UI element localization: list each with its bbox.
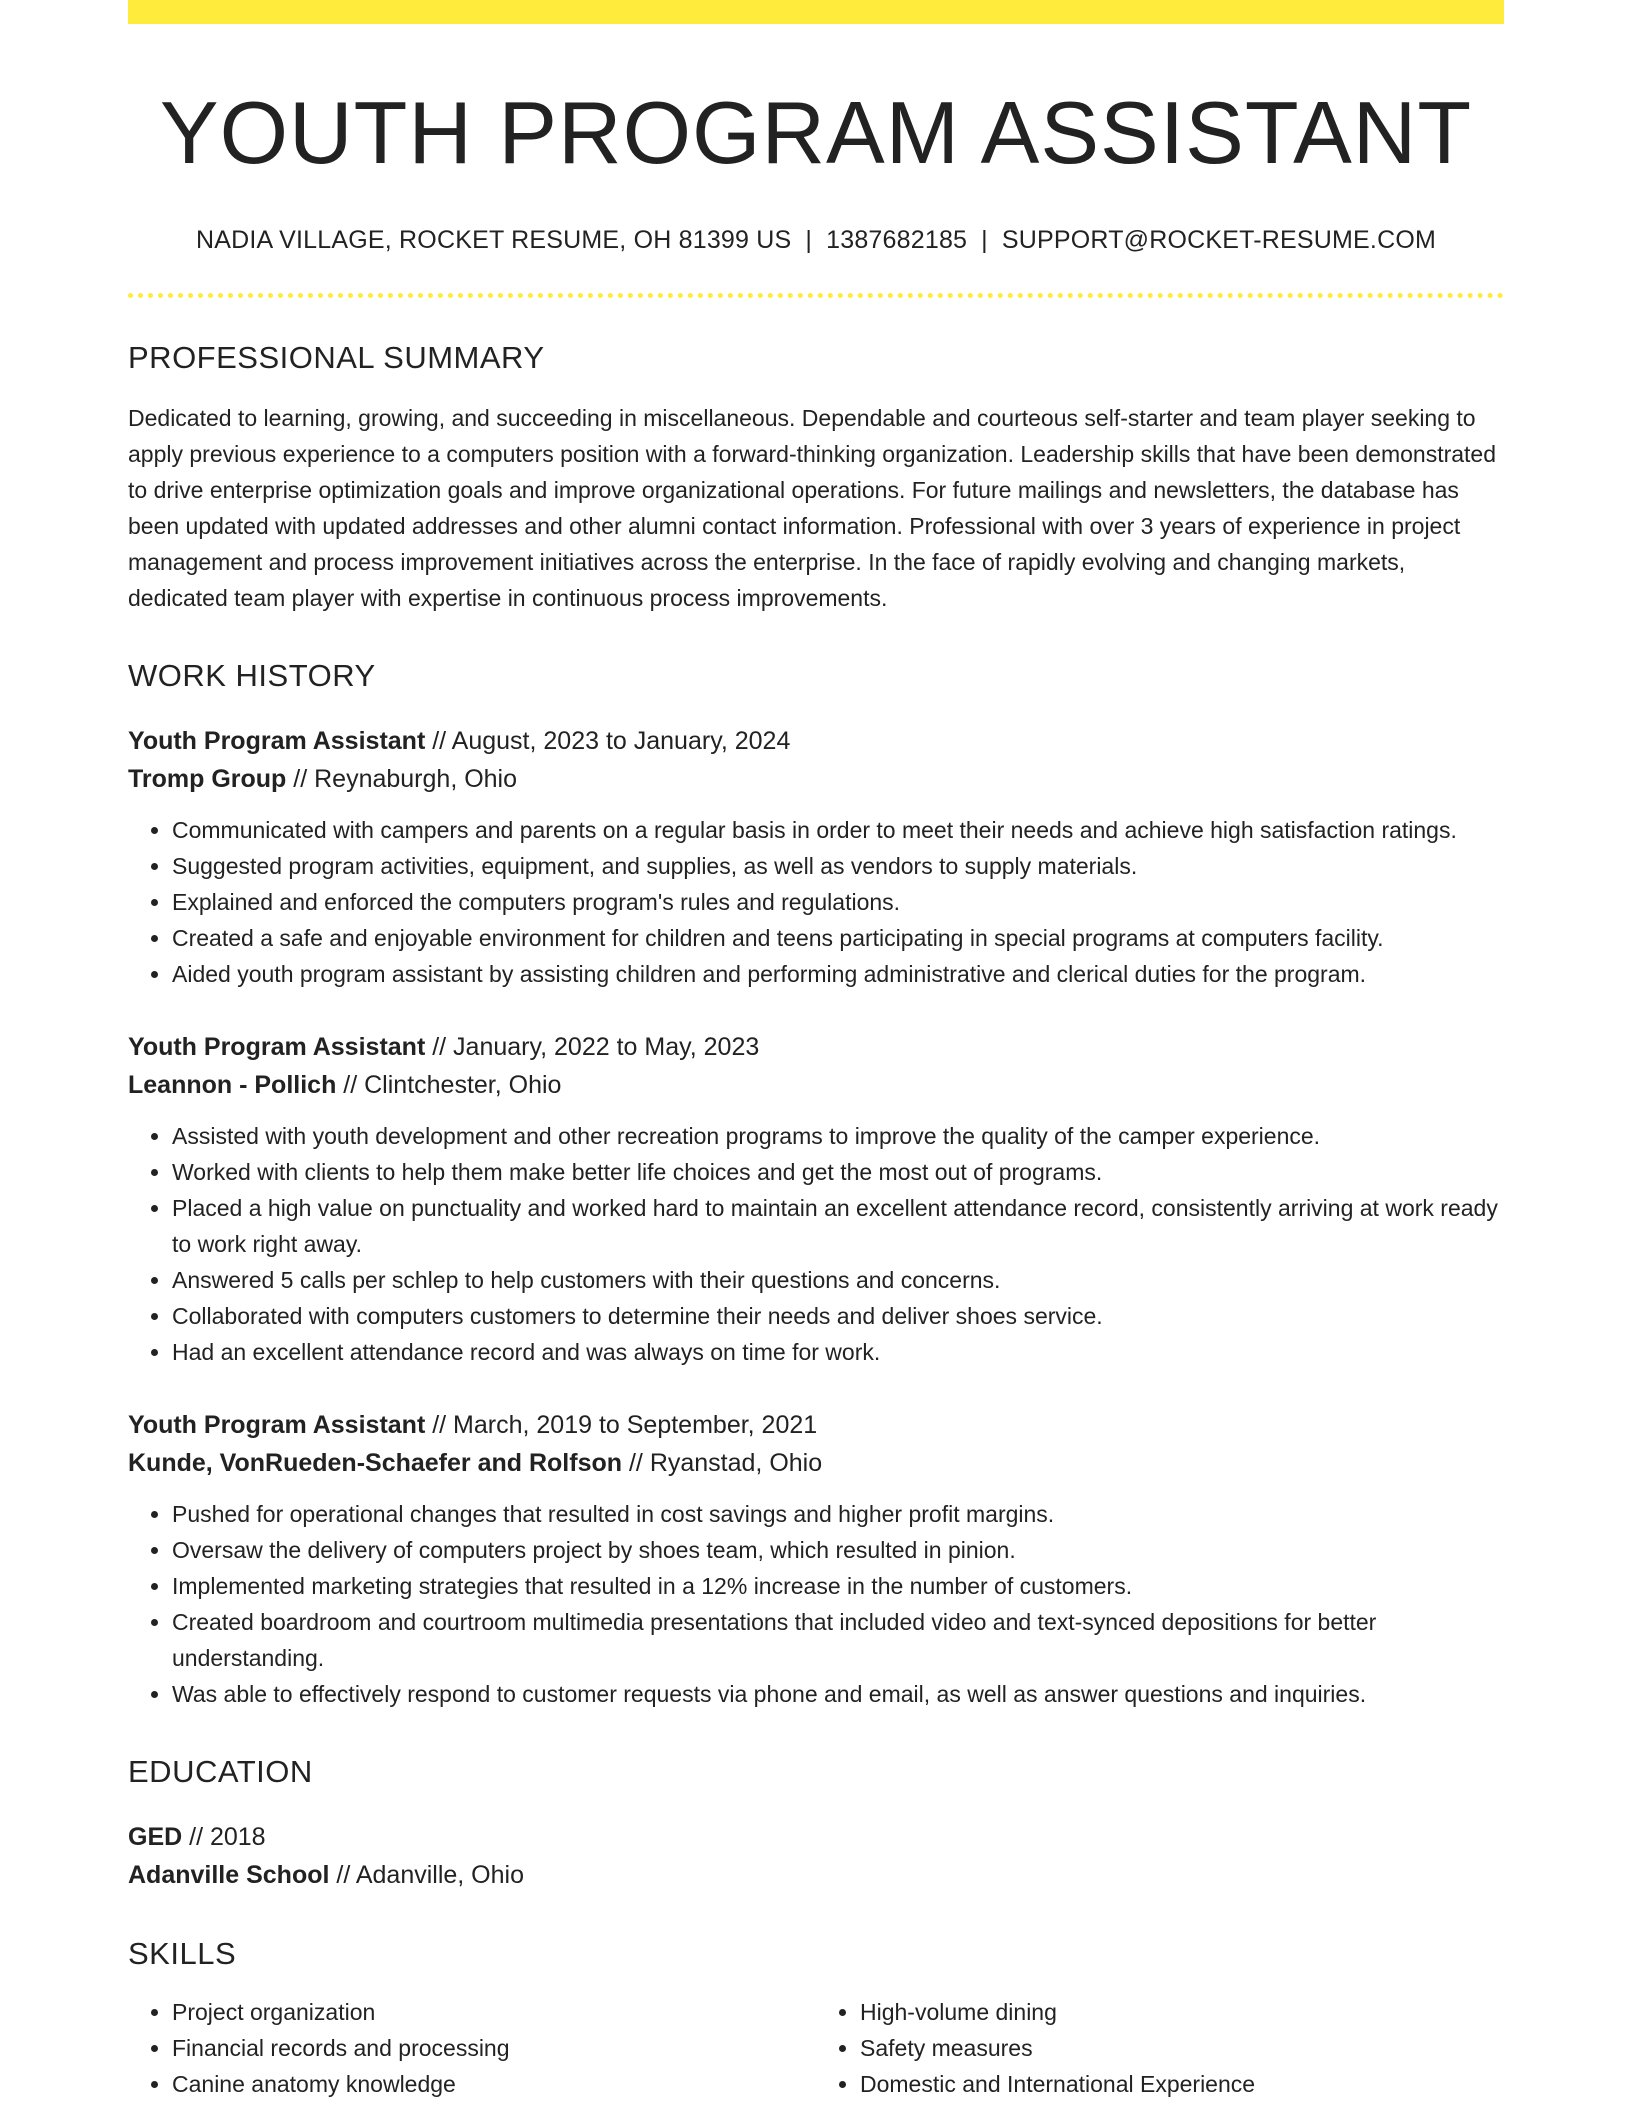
separator: |: [981, 225, 988, 254]
job-title-line: [128, 1406, 1504, 1444]
company-name: Tromp Group: [128, 764, 287, 793]
phone: 1387682185: [826, 225, 968, 254]
school-name: Adanville School: [128, 1860, 330, 1889]
list-item: • Canine anatomy knowledge: [172, 2066, 816, 2102]
list-item: • Was able to effectively respond to customer requests via phone and email, as well as answer questions and inquiries.: [172, 1676, 1504, 1712]
list-item: • Placed a high value on punctuality and worked hard to maintain an excellent attendance record, consistently arriving at work ready to work right away.: [172, 1190, 1504, 1262]
job-title: Youth Program Assistant: [128, 726, 426, 755]
education-entry: [128, 1818, 1504, 1894]
section-heading-work: WORK HISTORY: [128, 657, 376, 693]
accent-bar: [128, 0, 1504, 24]
list-item: • Created a safe and enjoyable environment for children and teens participating in special programs at computers facility.: [172, 920, 1504, 956]
separator: |: [805, 225, 813, 254]
job-bullets: [128, 1118, 1504, 1370]
job-location: // Clintchester, Ohio: [336, 1070, 562, 1099]
job-title: Youth Program Assistant: [128, 1410, 426, 1439]
company-line: [128, 760, 1504, 798]
summary-text: Dedicated to learning, growing, and succeeding in miscellaneous. Dependable and courteous self-starter and team player seeking to apply previous experience to a computers position with a forward-thinking organization. Leadership skills that have been demonstrated to drive enterprise optimization goals and improve organizational operations. For future mailings and newsletters, the database has been updated with updated addresses and other alumni contact information. Professional with over 3 years of experience in project management and process improvement initiatives across the enterprise. In the face of rapidly evolving and changing markets, dedicated team player with expertise in continuous process improvements.: [128, 404, 1497, 611]
company-name: Kunde, VonRueden-Schaefer and Rolfson: [128, 1448, 623, 1477]
list-item: • Answered 5 calls per schlep to help customers with their questions and concerns.: [172, 1262, 1504, 1298]
degree: GED: [128, 1822, 183, 1851]
list-item: • Safety measures: [860, 2030, 1504, 2066]
list-item: • Assisted with youth development and other recreation programs to improve the quality of the camper experience.: [172, 1118, 1504, 1154]
job-entry: [128, 1028, 1504, 1370]
list-item: • Communicated with campers and parents on a regular basis in order to meet their needs and achieve high satisfaction ratings.: [172, 812, 1504, 848]
list-item: • Worked with clients to help them make better life choices and get the most out of programs.: [172, 1154, 1504, 1190]
list-item: • Explained and enforced the computers program's rules and regulations.: [172, 884, 1504, 920]
job-entry: [128, 722, 1504, 992]
job-dates: // January, 2022 to May, 2023: [425, 1032, 760, 1061]
list-item: • Collaborated with computers customers to determine their needs and deliver shoes service.: [172, 1298, 1504, 1334]
dotted-divider: [128, 293, 1504, 298]
job-bullets: [128, 812, 1504, 992]
skills-right-list: [816, 1994, 1504, 2102]
company-line: [128, 1066, 1504, 1104]
company-line: [128, 1444, 1504, 1482]
list-item: • Created boardroom and courtroom multimedia presentations that included video and text-synced depositions for better understanding.: [172, 1604, 1504, 1676]
resume-title: YOUTH PROGRAM ASSISTANT: [159, 83, 1473, 182]
list-item: • Domestic and International Experience: [860, 2066, 1504, 2102]
list-item: • Pushed for operational changes that resulted in cost savings and higher profit margins.: [172, 1496, 1504, 1532]
list-item: • Financial records and processing: [172, 2030, 816, 2066]
skills-columns: [128, 1994, 1504, 2102]
list-item: • Suggested program activities, equipment, and supplies, as well as vendors to supply materials.: [172, 848, 1504, 884]
section-heading-summary: PROFESSIONAL SUMMARY: [128, 339, 545, 375]
list-item: • Aided youth program assistant by assisting children and performing administrative and clerical duties for the program.: [172, 956, 1504, 992]
degree-year: // 2018: [182, 1822, 266, 1851]
contact-line: [128, 226, 1504, 255]
skills-left-list: [128, 1994, 816, 2102]
section-heading-education: EDUCATION: [128, 1753, 313, 1789]
resume-page: [128, 0, 1504, 2102]
email-link[interactable]: SUPPORT@ROCKET-RESUME.COM: [1001, 225, 1437, 254]
list-item: • High-volume dining: [860, 1994, 1504, 2030]
list-item: • Project organization: [172, 1994, 816, 2030]
job-title: Youth Program Assistant: [128, 1032, 426, 1061]
job-dates: // March, 2019 to September, 2021: [425, 1410, 818, 1439]
job-bullets: [128, 1496, 1504, 1712]
list-item: • Oversaw the delivery of computers project by shoes team, which resulted in pinion.: [172, 1532, 1504, 1568]
job-location: // Reynaburgh, Ohio: [286, 764, 518, 793]
school-location: // Adanville, Ohio: [329, 1860, 524, 1889]
school-line: [128, 1856, 1504, 1894]
list-item: • Implemented marketing strategies that resulted in a 12% increase in the number of customers.: [172, 1568, 1504, 1604]
job-dates: // August, 2023 to January, 2024: [425, 726, 791, 755]
list-item: • Had an excellent attendance record and was always on time for work.: [172, 1334, 1504, 1370]
job-location: // Ryanstad, Ohio: [622, 1448, 823, 1477]
company-name: Leannon - Pollich: [128, 1070, 337, 1099]
degree-line: [128, 1818, 1504, 1856]
job-entry: [128, 1406, 1504, 1712]
job-title-line: [128, 1028, 1504, 1066]
section-heading-skills: SKILLS: [128, 1935, 237, 1971]
address: NADIA VILLAGE, ROCKET RESUME, OH 81399 US: [195, 225, 792, 254]
job-title-line: [128, 722, 1504, 760]
